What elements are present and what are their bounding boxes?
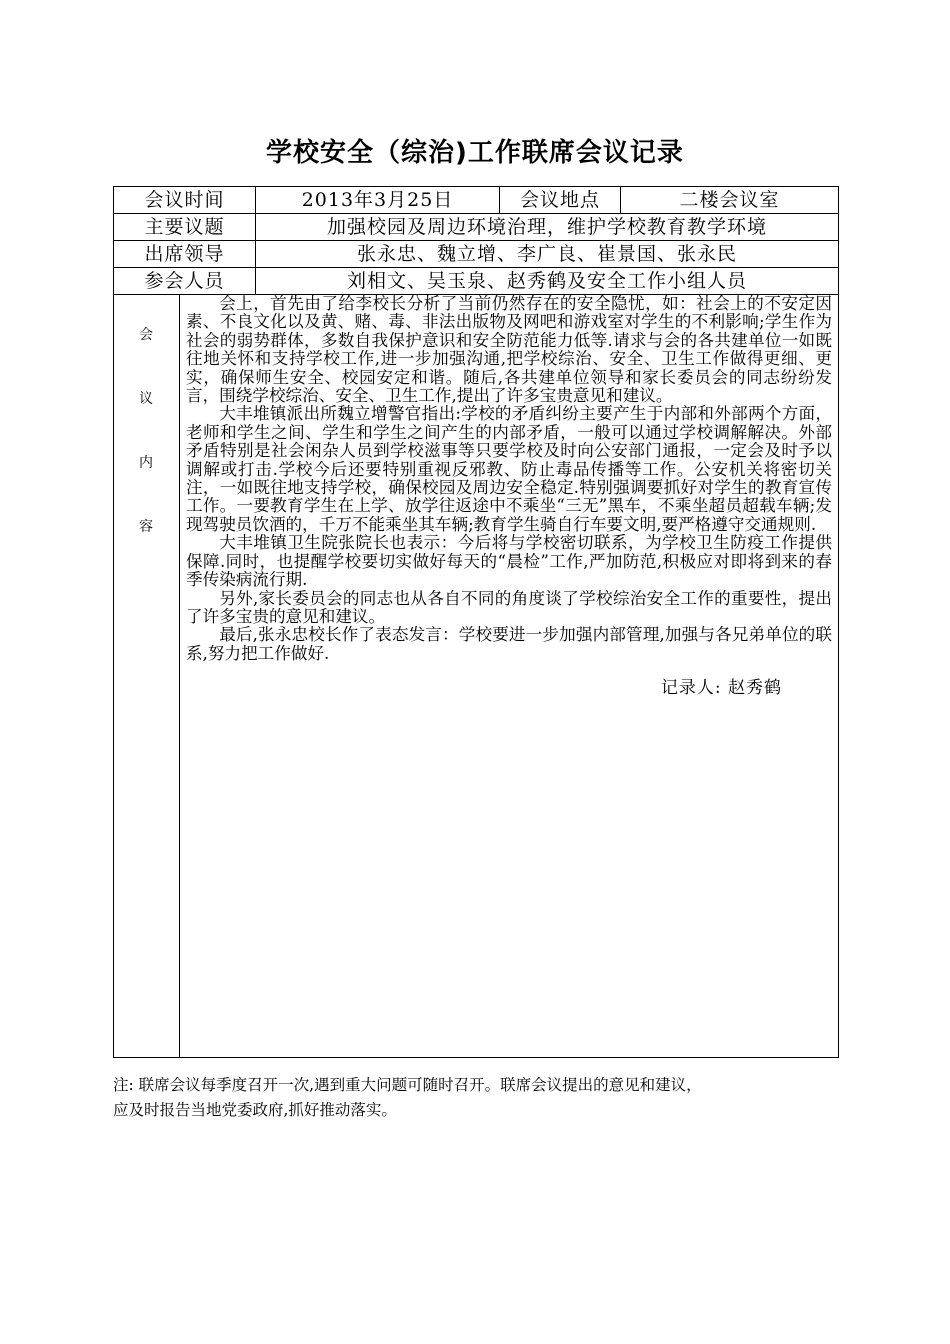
content-paragraph: 另外,家长委员会的同志也从各自不同的角度谈了学校综治安全工作的重要性，提出了许多宝贵的意见和建议。 <box>186 588 833 626</box>
content-paragraph: 大丰堆镇派出所魏立增警官指出:学校的矛盾纠纷主要产生于内部和外部两个方面，老师和学生之间、学生和学生之间产生的内部矛盾，一般可以通过学校调解解决。外部矛盾特别是社会闲杂人员到学校滋事等只要学校及时向公安部门通报，一定会及时予以调解或打击.学校今后还要特别重视反邪教、防止毒品传播等工作。公安机关将密切关注，一如既往地支持学校，确保校园及周边安全稳定.特别强调要抓好对学生的教育宣传工作。一要教育学生在上学、放学往返途中不乘坐“三无”黑车，不乘坐超员超载车辆;发现驾驶员饮酒的，千万不能乘坐其车辆;教育学生骑自行车要文明,要严格遵守交通规则. <box>186 404 833 534</box>
footnote <box>113 1073 848 1123</box>
time-value: 2013年3月25日 <box>256 187 500 214</box>
content-paragraph: 最后,张永忠校长作了表态发言：学校要进一步加强内部管理,加强与各兄弟单位的联系,努力把工作做好. <box>186 625 833 663</box>
content-paragraph: 会上，首先由了给李校长分析了当前仍然存在的安全隐忧，如：社会上的不安定因素、不良文化以及黄、赌、毒、非法出版物及网吧和游戏室对学生的不利影响;学生作为社会的弱势群体，多数自我保护意识和安全防范能力低等.请求与会的各共建单位一如既往地关怀和支持学校工作,进一步加强沟通,把学校综治、安全、卫生工作做得更细、更实，确保师生安全、校园安定和谐。随后,各共建单位领导和家长委员会的同志纷纷发言，围绕学校综治、安全、卫生工作,提出了许多宝贵意见和建议。 <box>186 294 833 406</box>
row-topic <box>114 214 839 241</box>
recorder-signature: 记录人: 赵秀鹤 <box>660 678 783 699</box>
content-side-label <box>114 295 180 1058</box>
place-value: 二楼会议室 <box>621 187 839 214</box>
side-char: 会 <box>139 327 154 343</box>
place-label: 会议地点 <box>500 187 621 214</box>
footnote-line: 注: 联席会议每季度召开一次,遇到重大问题可随时召开。联席会议提出的意见和建议， <box>113 1076 702 1094</box>
topic-label: 主要议题 <box>114 214 256 241</box>
row-time <box>114 187 839 214</box>
attendees-label: 参会人员 <box>114 268 256 295</box>
topic-value: 加强校园及周边环境治理，维护学校教育教学环境 <box>256 214 839 241</box>
side-char: 议 <box>139 391 154 407</box>
side-char: 容 <box>139 519 154 535</box>
content-paragraph: 大丰堆镇卫生院张院长也表示：今后将与学校密切联系，为学校卫生防疫工作提供保障.同时，也提醒学校要切实做好每天的“晨检”工作,严加防范,积极应对即将到来的春季传染病流行期. <box>186 533 833 590</box>
footnote-line: 应及时报告当地党委政府,抓好推动落实。 <box>113 1101 397 1119</box>
document-title: 学校安全（综治)工作联席会议记录 <box>266 138 684 168</box>
leaders-value: 张永忠、魏立增、李广良、崔景国、张永民 <box>256 241 839 268</box>
row-leaders <box>114 241 839 268</box>
meeting-record-table <box>113 186 839 1058</box>
attendees-value: 刘相文、吴玉泉、赵秀鹤及安全工作小组人员 <box>256 268 839 295</box>
time-label: 会议时间 <box>114 187 256 214</box>
leaders-label: 出席领导 <box>114 241 256 268</box>
side-char: 内 <box>139 455 154 471</box>
row-attendees <box>114 268 839 295</box>
row-content <box>114 295 839 1058</box>
meeting-content <box>180 295 839 1058</box>
